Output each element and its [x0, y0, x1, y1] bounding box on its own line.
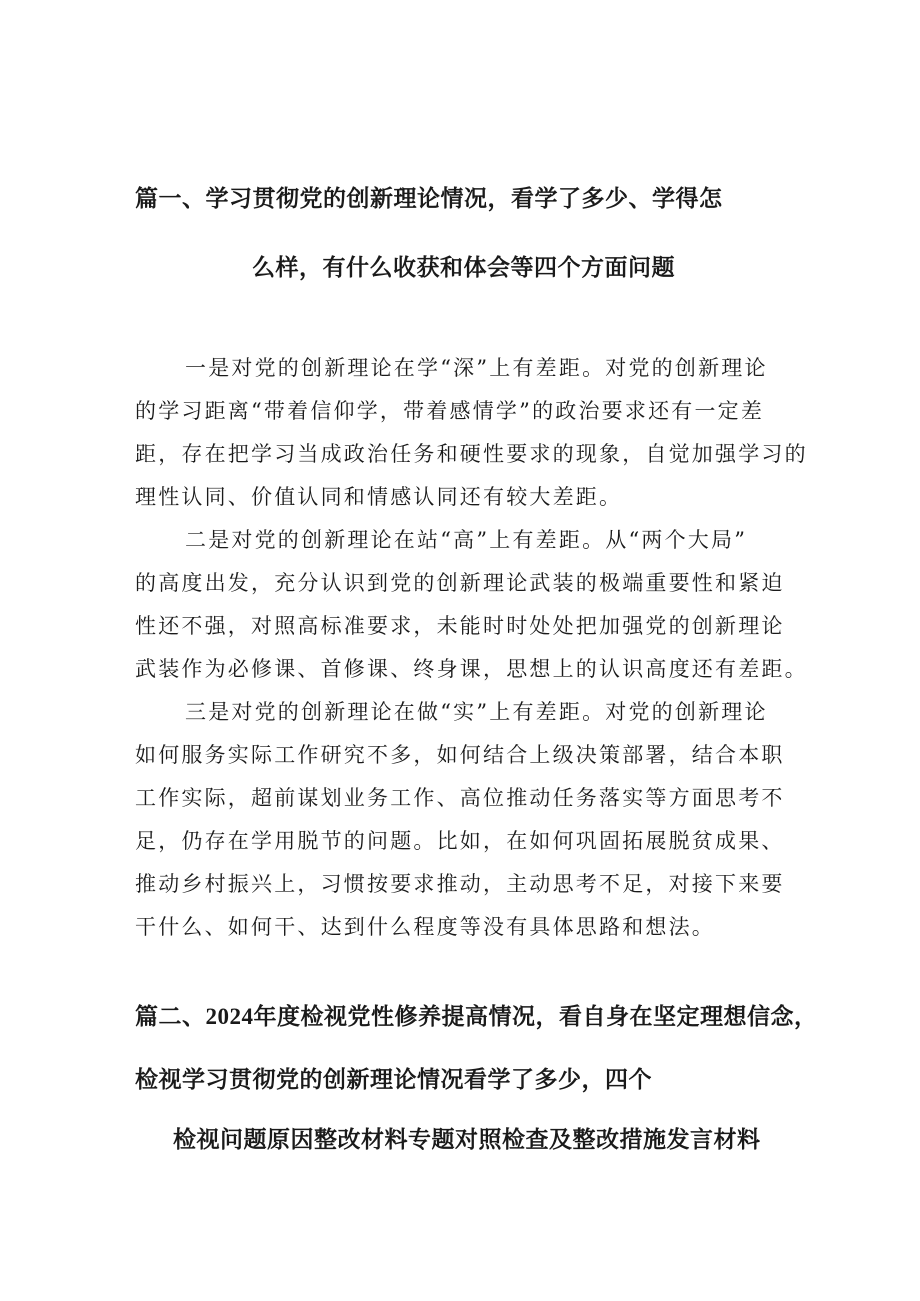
paragraph-2-line: 武装作为必修课、首修课、终身课，思想上的认识高度还有差距。 [135, 657, 808, 681]
paragraph-3-line: 如何服务实际工作研究不多，如何结合上级决策部署，结合本职 [135, 743, 785, 767]
paragraph-3-line: 干什么、如何干、达到什么程度等没有具体思路和想法。 [135, 915, 715, 939]
section2-title-prefix: 篇二、 [135, 1004, 206, 1030]
section2-title-line3: 检视问题原因整改材料专题对照检查及整改措施发言材料 [173, 1127, 761, 1153]
paragraph-2-line: 的高度出发，充分认识到党的创新理论武装的极端重要性和紧迫 [135, 571, 785, 595]
section2-title-line1 [135, 998, 818, 1031]
paragraph-3-line: 推动乡村振兴上，习惯按要求推动，主动思考不足，对接下来要 [135, 872, 785, 896]
paragraph-3-line: 足，仍存在学用脱节的问题。比如，在如何巩固拓展脱贫成果、 [135, 829, 785, 853]
section2-title-line2: 检视学习贯彻党的创新理论情况看学了多少，四个 [135, 1067, 652, 1093]
paragraph-2-line: 二是对党的创新理论在站“高”上有差距。从“两个大局” [185, 528, 748, 552]
section1-title-line1: 篇一、学习贯彻党的创新理论情况，看学了多少、学得怎 [135, 186, 723, 212]
paragraph-1-line: 的学习距离“带着信仰学，带着感情学”的政治要求还有一定差 [135, 399, 765, 423]
paragraph-3-line: 工作实际，超前谋划业务工作、高位推动任务落实等方面思考不 [135, 786, 785, 810]
section2-title-rest: 年度检视党性修养提高情况，看自身在坚定理想信念， [253, 1004, 818, 1030]
paragraph-1-line: 理性认同、价值认同和情感认同还有较大差距。 [135, 485, 623, 509]
paragraph-3-line: 三是对党的创新理论在做“实”上有差距。对党的创新理论 [185, 700, 768, 724]
section1-title-line2: 么样，有什么收获和体会等四个方面问题 [252, 255, 675, 281]
section2-title-year: 2024 [205, 1004, 254, 1029]
paragraph-2-line: 性还不强，对照高标准要求，未能时时处处把加强党的创新理论 [135, 614, 785, 638]
paragraph-1-line: 距，存在把学习当成政治任务和硬性要求的现象，自觉加强学习的 [135, 442, 808, 466]
paragraph-1-line: 一是对党的创新理论在学“深”上有差距。对党的创新理论 [185, 356, 768, 380]
